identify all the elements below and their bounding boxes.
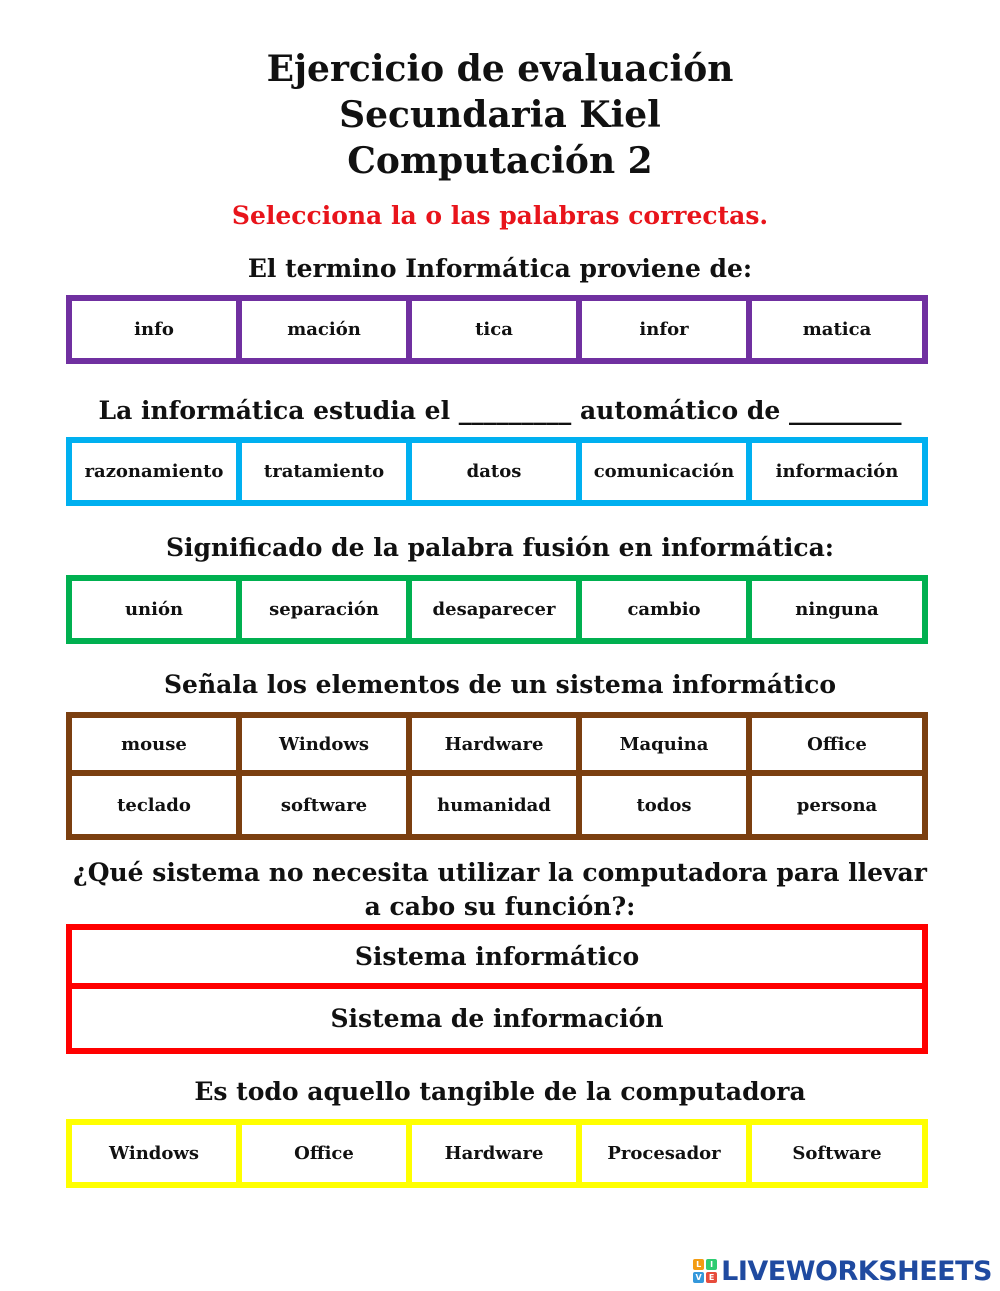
logo-letter-2: I [706, 1259, 717, 1270]
question-5-options [66, 924, 928, 1054]
option-q5-1[interactable]: Sistema informático [72, 930, 922, 989]
question-5-text: ¿Qué sistema no necesita utilizar la computadora para llevar a cabo su función?: [73, 858, 927, 921]
option-q3-3[interactable]: desaparecer [412, 581, 582, 638]
question-4-text: Señala los elementos de un sistema informático [164, 670, 836, 699]
brand-text: LIVEWORKSHEETS [721, 1255, 992, 1287]
option-q4-8[interactable]: humanidad [412, 776, 582, 834]
option-q2-1[interactable]: razonamiento [72, 443, 242, 500]
option-q2-4[interactable]: comunicación [582, 443, 752, 500]
option-q3-2[interactable]: separación [242, 581, 412, 638]
question-3-options [66, 575, 928, 644]
option-q6-4[interactable]: Procesador [582, 1125, 752, 1182]
liveworksheets-brand [693, 1254, 992, 1288]
option-q2-2[interactable]: tratamiento [242, 443, 412, 500]
option-q6-2[interactable]: Office [242, 1125, 412, 1182]
title-line-1: Ejercicio de evaluación [266, 48, 734, 90]
option-q6-5[interactable]: Software [752, 1125, 922, 1182]
instruction-text: Selecciona la o las palabras correctas. [231, 201, 769, 230]
option-q4-4[interactable]: Maquina [582, 718, 752, 776]
option-q6-3[interactable]: Hardware [412, 1125, 582, 1182]
option-q3-4[interactable]: cambio [582, 581, 752, 638]
option-q4-5[interactable]: Office [752, 718, 922, 776]
logo-letter-1: L [693, 1259, 704, 1270]
question-2-options [66, 437, 928, 506]
logo-letter-3: V [693, 1272, 704, 1283]
option-q3-5[interactable]: ninguna [752, 581, 922, 638]
option-q2-3[interactable]: datos [412, 443, 582, 500]
option-q1-4[interactable]: infor [582, 301, 752, 358]
title-line-3: Computación 2 [347, 140, 653, 182]
option-q2-5[interactable]: información [752, 443, 922, 500]
option-q4-10[interactable]: persona [752, 776, 922, 834]
option-q1-1[interactable]: info [72, 301, 242, 358]
question-2-text: La informática estudia el _________ automático de _________ [98, 396, 902, 425]
option-q4-3[interactable]: Hardware [412, 718, 582, 776]
option-q4-1[interactable]: mouse [72, 718, 242, 776]
logo-letter-4: E [706, 1272, 717, 1283]
option-q4-9[interactable]: todos [582, 776, 752, 834]
question-3-text: Significado de la palabra fusión en informática: [165, 533, 835, 562]
question-1-options [66, 295, 928, 364]
option-q6-1[interactable]: Windows [72, 1125, 242, 1182]
title-line-2: Secundaria Kiel [339, 94, 661, 136]
question-1-text: El termino Informática proviene de: [247, 254, 753, 283]
option-q1-5[interactable]: matica [752, 301, 922, 358]
worksheet-title [0, 46, 1000, 184]
option-q1-2[interactable]: mación [242, 301, 412, 358]
option-q4-6[interactable]: teclado [72, 776, 242, 834]
question-4-options [66, 712, 928, 840]
option-q4-7[interactable]: software [242, 776, 412, 834]
option-q4-2[interactable]: Windows [242, 718, 412, 776]
option-q1-3[interactable]: tica [412, 301, 582, 358]
question-6-options [66, 1119, 928, 1188]
option-q3-1[interactable]: unión [72, 581, 242, 638]
liveworksheets-logo-icon [693, 1259, 717, 1283]
question-6-text: Es todo aquello tangible de la computadora [194, 1077, 806, 1106]
option-q5-2[interactable]: Sistema de información [72, 989, 922, 1048]
